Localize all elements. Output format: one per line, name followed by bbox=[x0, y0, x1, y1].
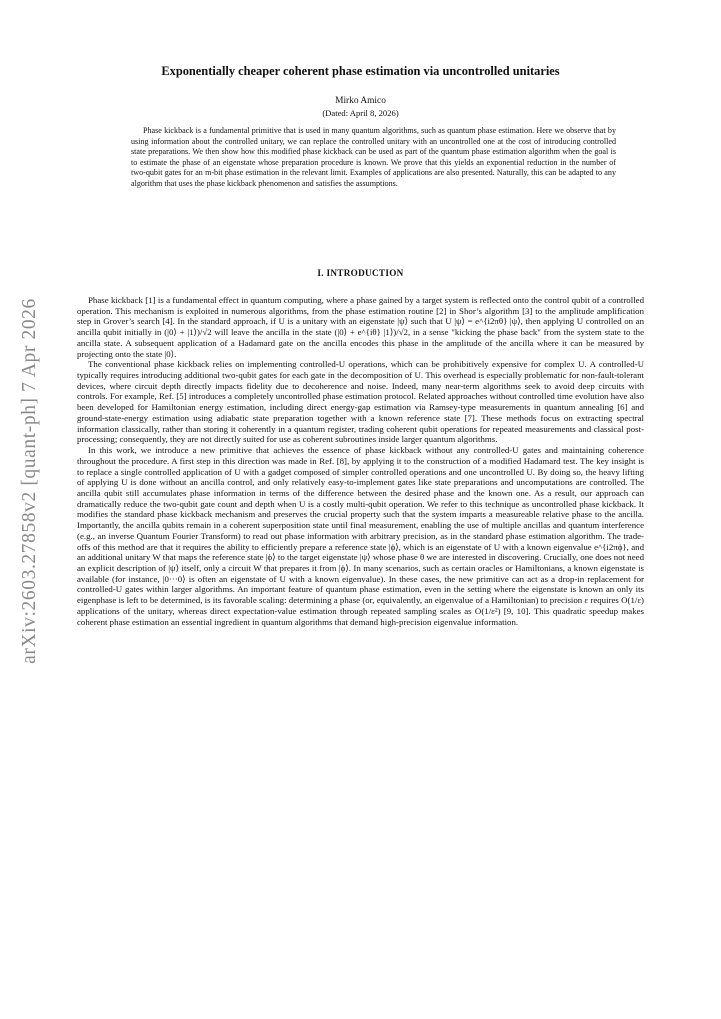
paper-date: (Dated: April 8, 2026) bbox=[322, 108, 399, 118]
paragraph: The conventional phase kickback relies on implementing controlled-U operations, which can be prohibitively expensive for complex U. A controlled-U typically requires introducing additional two-qubit gates for each gate in the decomposition of U. This overhead is especially problematic for non-fault-tolerant devices, where circuit depth directly impacts fidelity due to decoherence and noise. Indeed, many near-term algorithms seek to avoid deep circuits with controls. For example, Ref. [5] introduces a completely uncontrolled phase estimation protocol. Related approaches without controlled time evolution have also been developed for Hamiltonian energy estimation, including direct energy-gap estimation via Ramsey-type measurements in quantum annealing [6] and ground-state-energy estimation using adiabatic state preparation together with a known reference state [7]. These methods focus on extracting spectral information classically, rather than storing it coherently in a quantum register, trading coherent qubit operations for repeated measurements and classical post-processing; consequently, they are not directly suited for use as coherent subroutines inside larger quantum algorithms. bbox=[77, 359, 644, 445]
section-heading: I. INTRODUCTION bbox=[317, 268, 404, 278]
paper-title: Exponentially cheaper coherent phase estimation via uncontrolled unitaries bbox=[161, 64, 560, 78]
abstract: Phase kickback is a fundamental primitive that is used in many quantum algorithms, such as quantum phase estimation. Here we observe that by using information about the controlled unitary, we can replace the controlled unitary with an uncontrolled one at the cost of introducing controlled state preparations. We then show how this modified phase kickback can be used as part of the quantum phase estimation algorithm when the goal is to estimate the phase of an eigenstate whose preparation procedure is known. We prove that this yields an exponential reduction in the number of two-qubit gates for an m-bit phase estimation in the relevant limit. Examples of applications are also presented. Naturally, this can be adapted to any algorithm that uses the phase kickback phenomenon and satisfies the assumptions. bbox=[131, 126, 616, 188]
arxiv-side-label: arXiv:2603.27858v2 [quant-ph] 7 Apr 2026 bbox=[19, 298, 40, 664]
paragraph: Phase kickback [1] is a fundamental effect in quantum computing, where a phase gained by a target system is reflected onto the control qubit of a controlled operation. This mechanism is exploited in numerous algorithms, from the phase estimation routine [2] in Shor’s algorithm [3] to the amplitude amplification step in Grover’s search [4]. In the standard approach, if U is a unitary with an eigenstate |ψ⟩ such that U |ψ⟩ = e^{i2πθ} |ψ⟩, then applying U controlled on an ancilla qubit initially in (|0⟩ + |1⟩)/√2 will leave the ancilla in the state (|0⟩ + e^{iθ} |1⟩)/√2, in a sense "kicking the phase back" from the system state to the ancilla state. A subsequent application of a Hadamard gate on the ancilla encodes this phase in the amplitude of the ancilla where it can be measured by projecting onto the state |0⟩. bbox=[77, 295, 644, 359]
body-text bbox=[77, 295, 644, 627]
paragraph: In this work, we introduce a new primitive that achieves the essence of phase kickback without any controlled-U gates and maintaining coherence throughout the procedure. A first step in this direction was made in Ref. [8], by applying it to the construction of a modified Hadamard test. The key insight is to replace a single controlled application of U with a gadget composed of simpler controlled operations and one uncontrolled U. By doing so, the heavy lifting of applying U is done without an ancilla control, and only relatively easy-to-implement gates like state preparations and uncomputations are controlled. The ancilla qubit still accumulates phase information in terms of the difference between the desired phase and the known one. As a result, our approach can dramatically reduce the two-qubit gate count and depth when U is a costly multi-qubit operation. We refer to this technique as uncontrolled phase kickback. It modifies the standard phase kickback mechanism and preserves the crucial property such that the system imparts a measureable relative phase to the ancilla. Importantly, the ancilla qubits remain in a coherent superposition state until final measurement, enabling the use of multiple ancillas and quantum interference (e.g., an inverse Quantum Fourier Transform) to read out phase information with arbitrary precision, as in the standard phase estimation algorithm. The trade-offs of this method are that it requires the ability to efficiently prepare a reference state |ϕ⟩, which is an eigenstate of U with a known eigenvalue e^{i2πϕ}, and an additional unitary W that maps the reference state |ϕ⟩ to the target eigenstate |ψ⟩ whose phase θ we are interested in discovering. Crucially, one does not need an explicit description of |ψ⟩ itself, only a circuit W that prepares it from |ϕ⟩. In many scenarios, such as certain oracles or Hamiltonians, a known eigenstate is available (for instance, |0···0⟩ is often an eigenstate of U with a known eigenvalue). In these cases, the new primitive can act as a drop-in replacement for controlled-U gates within larger algorithms. An important feature of quantum phase estimation, even in the setting where the eigenstate is known an only its eigenphase is left to be determined, is its favorable scaling: determining a phase (or, equivalently, an eigenvalue of a Hamiltonian) to precision ε requires O(1/ε) applications of the unitary, whereas direct expectation-value estimation through repeated sampling scales as O(1/ε²) [9, 10]. This quadratic speedup makes coherent phase estimation an essential ingredient in quantum algorithms that demand high-precision eigenvalue information. bbox=[77, 445, 644, 627]
author-name: Mirko Amico bbox=[335, 96, 386, 106]
